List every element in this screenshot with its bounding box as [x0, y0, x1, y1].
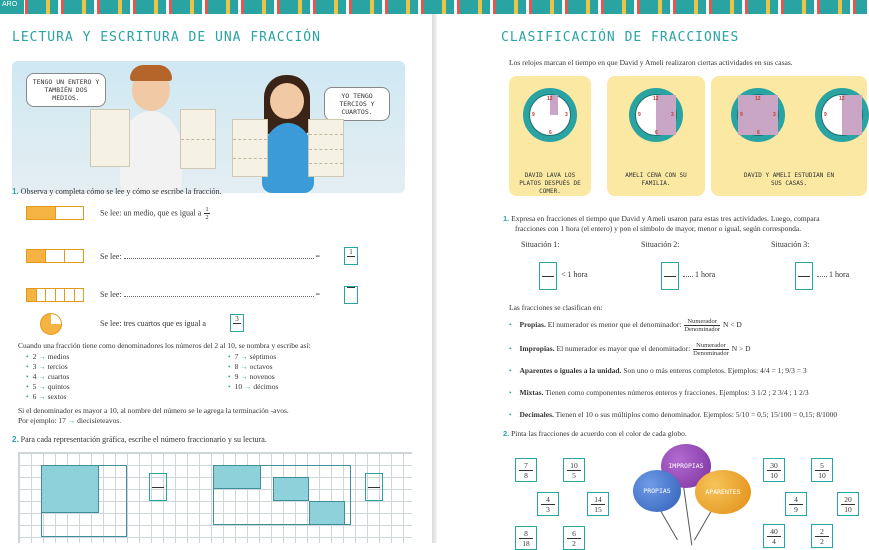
r-q1-text1: Expresa en fracciones el tiempo que David y Ameli usaron para estas tres actividades. Luego, compara — [511, 214, 820, 223]
classify-intro: Las fracciones se clasifican en: — [509, 303, 603, 312]
fraction-card[interactable]: 8 18 — [515, 526, 537, 550]
clock-caption-1: DAVID LAVA LOS PLATOS DESPUÉS DE COMER. — [519, 172, 581, 195]
fraction-circle-quarters — [40, 313, 62, 335]
den-item: • 4 → cuartos — [26, 372, 70, 382]
bullet-propias: • Propias. El numerador es menor que el denominador: $\frac{\text{Numerador}}{\text{Denominador}}$ N < D — [509, 318, 742, 333]
situation-2-tail: 1 hora — [683, 270, 715, 280]
row1-num: 1 — [205, 206, 209, 213]
den-item: • 8 → octavos — [228, 362, 278, 372]
row1-den: 2 — [205, 214, 209, 221]
paper-halves — [180, 109, 216, 169]
rule-text: Si el denominador es mayor a 10, al nombre del número se le agrega la terminación -avos. — [18, 406, 289, 415]
q1-instruction — [12, 187, 221, 197]
figure1-shaded — [41, 465, 99, 513]
clock-card-2 — [607, 76, 705, 196]
clocks-intro: Los relojes marcan el tiempo en que David y Ameli realizaron ciertas actividades en sus casas. — [509, 58, 793, 67]
fraction-card[interactable]: 2 2 — [811, 524, 833, 548]
clock-card-1 — [509, 76, 591, 196]
fraction-card[interactable]: 4 9 — [785, 492, 807, 516]
r-q1-number: 1. — [503, 214, 510, 223]
right-page-title: CLASIFICACIÓN DE FRACCIONES — [501, 30, 740, 45]
r-q2-number: 2. — [503, 429, 510, 438]
classification-list — [509, 314, 865, 429]
situation-1-tail: < 1 hora — [561, 270, 588, 279]
example-text: Por ejemplo: 17 → diecisieteavos. — [18, 416, 122, 425]
row2-answer-box[interactable] — [344, 247, 358, 265]
left-page-title: LECTURA Y ESCRITURA DE UNA FRACCIÓN — [12, 30, 321, 45]
den-item: • 2 → medios — [26, 352, 70, 362]
row4-read: Se lee: tres cuartos que es igual a — [100, 319, 206, 328]
situation-1-label: Situación 1: — [521, 240, 560, 249]
row2-read-text: Se lee: — [100, 252, 122, 261]
den-item: • 6 → sextos — [26, 392, 70, 402]
q2-text: Para cada representación gráfica, escribe el número fraccionario y su lectura. — [20, 435, 267, 444]
row4-answer-num: 3 — [235, 315, 239, 323]
fraction-card[interactable]: 6 2 — [563, 526, 585, 550]
bullet-mixtas: • Mixtas. Tienen como componentes números enteros y fracciones. Ejemplos: 3 1/2 ; 2 3/4 ; 1 2/3 — [509, 388, 809, 398]
row4-answer-box[interactable] — [230, 314, 244, 332]
fraction-card[interactable]: 20 10 — [837, 492, 859, 516]
balloon-impropias: IMPROPIAS — [661, 444, 711, 488]
den-item: • 5 → quintos — [26, 382, 70, 392]
balloon-string — [683, 486, 692, 546]
row3-answer-box[interactable] — [344, 286, 358, 304]
situation-2-label: Situación 2: — [641, 240, 680, 249]
situation-3-tail: 1 hora — [817, 270, 849, 280]
den-item: • 3 → tercios — [26, 362, 70, 372]
clock-icon: 12 3 6 9 — [629, 88, 683, 142]
boy-hair — [130, 65, 172, 81]
clock-icon: 12 3 6 9 — [731, 88, 785, 142]
row1-fraction — [204, 206, 209, 221]
q2-instruction — [12, 435, 267, 445]
figure1-answer-box[interactable] — [149, 473, 167, 501]
fraction-card[interactable]: 4 3 — [537, 492, 559, 516]
row3-read: Se lee: = — [100, 290, 321, 299]
q1-text: Observa y completa cómo se lee y cómo se escribe la fracción. — [20, 187, 222, 196]
propias-fraction: $\frac{\text{Numerador}}{\text{Denominador}}$ — [684, 318, 721, 333]
figure2-shaded-c — [309, 501, 345, 525]
impropias-fraction: $\frac{\text{Numerador}}{\text{Denominador}}$ — [693, 342, 729, 357]
row3-read-text: Se lee: — [100, 290, 122, 299]
clock-caption-2: AMELI CENA CON SU FAMILIA. — [625, 172, 687, 187]
page-corner-label: ARO — [0, 0, 24, 14]
top-border-pattern — [0, 0, 867, 14]
fraction-card[interactable]: 10 5 — [563, 458, 585, 482]
fraction-card[interactable]: 14 15 — [587, 492, 609, 516]
border-pattern — [0, 0, 867, 14]
speech-bubble-girl: YO TENGO TERCIOS Y CUARTOS. — [324, 87, 390, 121]
den-item: • 10 → décimos — [228, 382, 278, 392]
denominator-list-2 — [228, 352, 278, 392]
balloon-aparentes: APARENTES — [695, 470, 751, 514]
bullet-decimales: • Decimales. Tienen el 10 o sus múltiplos como denominador. Ejemplos: 5/10 = 0,5; 15/100 = 0,15; 8/1000 — [509, 410, 837, 420]
q1-number: 1. — [12, 187, 19, 196]
fraction-bar-thirds — [26, 249, 84, 263]
situation-3-label: Situación 3: — [771, 240, 810, 249]
figure2-answer-box[interactable] — [365, 473, 383, 501]
fraction-card[interactable]: 7 8 — [515, 458, 537, 482]
bullet-aparentes: • Aparentes o iguales a la unidad. Son uno o más enteros completos. Ejemplos: 4/4 = 1; 9/3 = 3 — [509, 366, 807, 376]
figure2-shaded-b — [273, 477, 309, 501]
fraction-card[interactable]: 40 4 — [763, 524, 785, 548]
den-item: • 7 → séptimos — [228, 352, 278, 362]
row1-read — [100, 206, 211, 221]
denominator-intro: Cuando una fracción tiene como denominadores los números del 2 al 10, se nombra y escribe así: — [18, 341, 311, 350]
situation-1-box[interactable] — [539, 262, 557, 290]
fraction-card[interactable]: 30 10 — [763, 458, 785, 482]
clock-icon: 12 3 6 9 — [523, 88, 577, 142]
paper-whole — [90, 109, 130, 167]
right-page — [437, 14, 867, 548]
girl-shirt — [262, 123, 314, 193]
drawing-grid — [18, 452, 412, 543]
paper-fourths — [308, 119, 344, 177]
clock-icon: 12 9 — [815, 88, 869, 142]
row3-answer-line[interactable] — [124, 296, 314, 297]
clock-card-3 — [711, 76, 867, 196]
row1-read-text: Se lee: un medio, que es igual a — [100, 208, 202, 218]
row2-answer-num: 1 — [349, 248, 353, 256]
left-page — [0, 14, 432, 543]
speech-bubble-boy: TENGO UN ENTERO Y TAMBIÉN DOS MEDIOS. — [26, 73, 106, 107]
fraction-bar-halves — [26, 206, 84, 220]
r-q2-text: Pinta las fracciones de acuerdo con el color de cada globo. — [511, 429, 687, 438]
fraction-bar-sixths — [26, 288, 84, 302]
clock-caption-3: DAVID Y AMELI ESTUDIAN EN SUS CASAS. — [743, 172, 835, 187]
r-q1-line1 — [503, 214, 820, 224]
row2-read: Se lee: = — [100, 252, 321, 261]
r-q1-line2: fracciones con 1 hora (el entero) y pon el símbolo de mayor, menor o igual, según corresponda. — [515, 224, 802, 233]
fraction-card[interactable]: 5 10 — [811, 458, 833, 482]
figure2-shaded-a — [213, 465, 261, 489]
situation-3-box[interactable] — [795, 262, 813, 290]
row2-answer-line[interactable] — [124, 258, 314, 259]
q2-number: 2. — [12, 435, 19, 444]
denominator-list-1 — [26, 352, 70, 402]
girl-face-front — [270, 83, 304, 119]
bullet-impropias: • Impropias. El numerador es mayor que el denominador: $\frac{\text{Numerador}}{\text{Denominador}}$ N > D — [509, 342, 751, 357]
balloon-propias: PROPIAS — [633, 470, 681, 512]
paper-thirds — [232, 119, 268, 177]
r-q2-instruction — [503, 429, 687, 439]
situation-2-box[interactable] — [661, 262, 679, 290]
den-item: • 9 → novenos — [228, 372, 278, 382]
hero-illustration — [12, 61, 405, 193]
